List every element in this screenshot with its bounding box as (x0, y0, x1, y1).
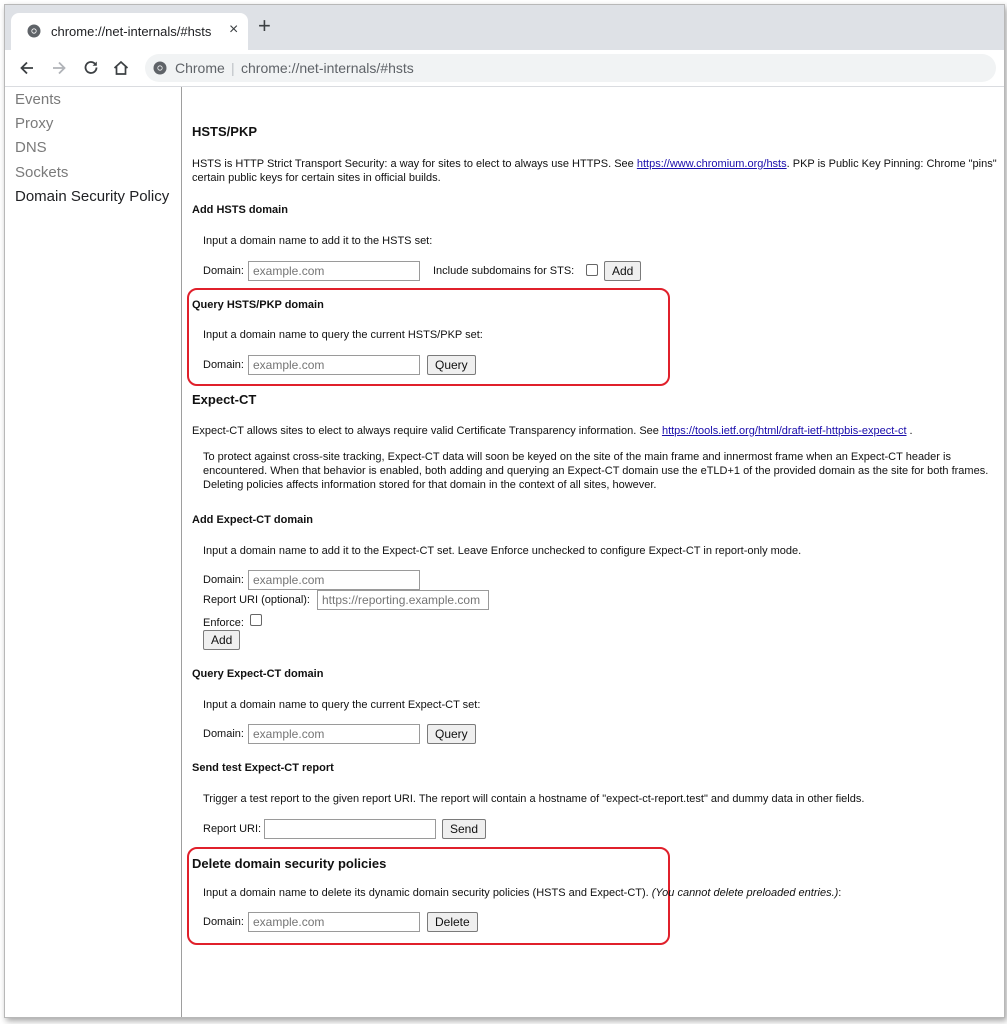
tab-net-internals[interactable] (11, 13, 248, 50)
add-hsts-domain-label: Domain: (203, 265, 244, 277)
sidebar-item-events[interactable]: Events (15, 91, 61, 108)
delete-instruction-end: : (838, 887, 842, 899)
back-icon[interactable] (17, 58, 37, 78)
query-expect-ct-domain-input[interactable] (248, 724, 420, 744)
include-subdomains-checkbox[interactable] (586, 264, 598, 276)
browser-toolbar (5, 50, 1004, 87)
tab-close-icon[interactable]: × (229, 21, 239, 38)
forward-icon[interactable] (49, 58, 69, 78)
query-expect-ct-instruction: Input a domain name to query the current Expect-CT set: (203, 699, 481, 711)
browser-window (4, 4, 1005, 1018)
test-report-uri-label: Report URI: (203, 823, 262, 835)
query-expect-ct-domain-label: Domain: (203, 728, 244, 740)
add-expect-ct-title: Add Expect-CT domain (192, 514, 314, 526)
add-hsts-title: Add HSTS domain (192, 204, 288, 216)
sidebar-item-sockets[interactable]: Sockets (15, 164, 69, 181)
include-subdomains-label: Include subdomains for STS: (433, 265, 575, 277)
hsts-title: HSTS/PKP (192, 124, 258, 139)
expect-ct-title: Expect-CT (192, 392, 257, 407)
tab-bar (5, 5, 1004, 50)
add-expect-ct-instruction: Input a domain name to add it to the Expect-CT set. Leave Enforce unchecked to configure Expect-CT in report-only mode. (203, 545, 802, 557)
add-hsts-button[interactable]: Add (604, 261, 641, 281)
hsts-link[interactable]: https://www.chromium.org/hsts (636, 158, 787, 170)
chrome-favicon-icon (27, 24, 41, 43)
expect-ct-desc-text: Expect-CT allows sites to elect to always require valid Certificate Transparency information. See (192, 425, 662, 437)
delete-button[interactable]: Delete (427, 912, 478, 932)
sidebar-item-dns[interactable]: DNS (15, 139, 47, 156)
delete-policies-title: Delete domain security policies (192, 856, 387, 871)
sidebar-item-proxy[interactable]: Proxy (15, 115, 54, 132)
query-hsts-domain-input[interactable] (248, 355, 420, 375)
add-hsts-instruction: Input a domain name to add it to the HSTS set: (203, 235, 433, 247)
expect-ct-desc-end: . (906, 425, 913, 437)
expect-ct-notice: To protect against cross-site tracking, Expect-CT data will soon be keyed on the site of the main frame and innermost frame when an Expect-CT header is encountered. When that behavior is enabled, both adding and querying an Expect-CT domain use the eTLD+1 of the provided domain as the site for both frames. Deleting policies affects information stored for that domain in the context of all sites, however. (203, 451, 989, 491)
hsts-desc-text: HSTS is HTTP Strict Transport Security: a way for sites to elect to always use HTTPS. See (192, 158, 637, 170)
omnibox-url[interactable]: chrome://net-internals/#hsts (241, 60, 414, 76)
delete-domain-input[interactable] (248, 912, 420, 932)
query-expect-ct-title: Query Expect-CT domain (192, 668, 324, 680)
omnibox-chip: Chrome (175, 60, 225, 76)
omnibox-separator: | (231, 60, 235, 76)
query-expect-ct-button[interactable]: Query (427, 724, 476, 744)
delete-instruction-italic: (You cannot delete preloaded entries.) (651, 887, 839, 899)
reload-icon[interactable] (81, 58, 101, 78)
delete-instruction-text: Input a domain name to delete its dynamic domain security policies (HSTS and Expect-CT). (203, 887, 652, 899)
expect-ct-link[interactable]: https://tools.ietf.org/html/draft-ietf-httpbis-expect-ct (661, 425, 907, 437)
enforce-checkbox[interactable] (250, 614, 262, 626)
report-uri-optional-label: Report URI (optional): (203, 594, 310, 606)
add-expect-ct-button[interactable]: Add (203, 630, 240, 650)
hsts-description (192, 157, 997, 185)
add-expect-ct-domain-input[interactable] (248, 570, 420, 590)
delete-domain-label: Domain: (203, 916, 244, 928)
main-content (182, 87, 1004, 1017)
query-hsts-domain-label: Domain: (203, 359, 244, 371)
add-expect-ct-domain-label: Domain: (203, 574, 244, 586)
query-hsts-instruction: Input a domain name to query the current HSTS/PKP set: (203, 329, 483, 341)
expect-ct-description (192, 424, 1002, 438)
sidebar (5, 87, 182, 1017)
home-icon[interactable] (111, 58, 131, 78)
hsts-desc-text-2: . PKP is Public Key Pinning: Chrome "pins" certain public keys for certain sites in official builds. (192, 158, 997, 184)
omnibox[interactable] (145, 54, 996, 82)
query-hsts-title: Query HSTS/PKP domain (192, 299, 324, 311)
send-test-report-title: Send test Expect-CT report (192, 762, 334, 774)
sidebar-item-domain-security-policy[interactable]: Domain Security Policy (15, 188, 170, 205)
test-report-uri-input[interactable] (264, 819, 436, 839)
send-test-report-instruction: Trigger a test report to the given report URI. The report will contain a hostname of "expect-ct-report.test" and dummy data in other fields. (203, 793, 865, 805)
tab-title: chrome://net-internals/#hsts (51, 24, 212, 39)
delete-policies-instruction (203, 887, 841, 899)
send-test-report-button[interactable]: Send (442, 819, 486, 839)
report-uri-optional-input[interactable] (317, 590, 489, 610)
new-tab-icon[interactable]: + (258, 13, 271, 38)
query-hsts-button[interactable]: Query (427, 355, 476, 375)
chrome-site-icon (153, 61, 167, 80)
enforce-label: Enforce: (203, 617, 244, 629)
add-hsts-domain-input[interactable] (248, 261, 420, 281)
